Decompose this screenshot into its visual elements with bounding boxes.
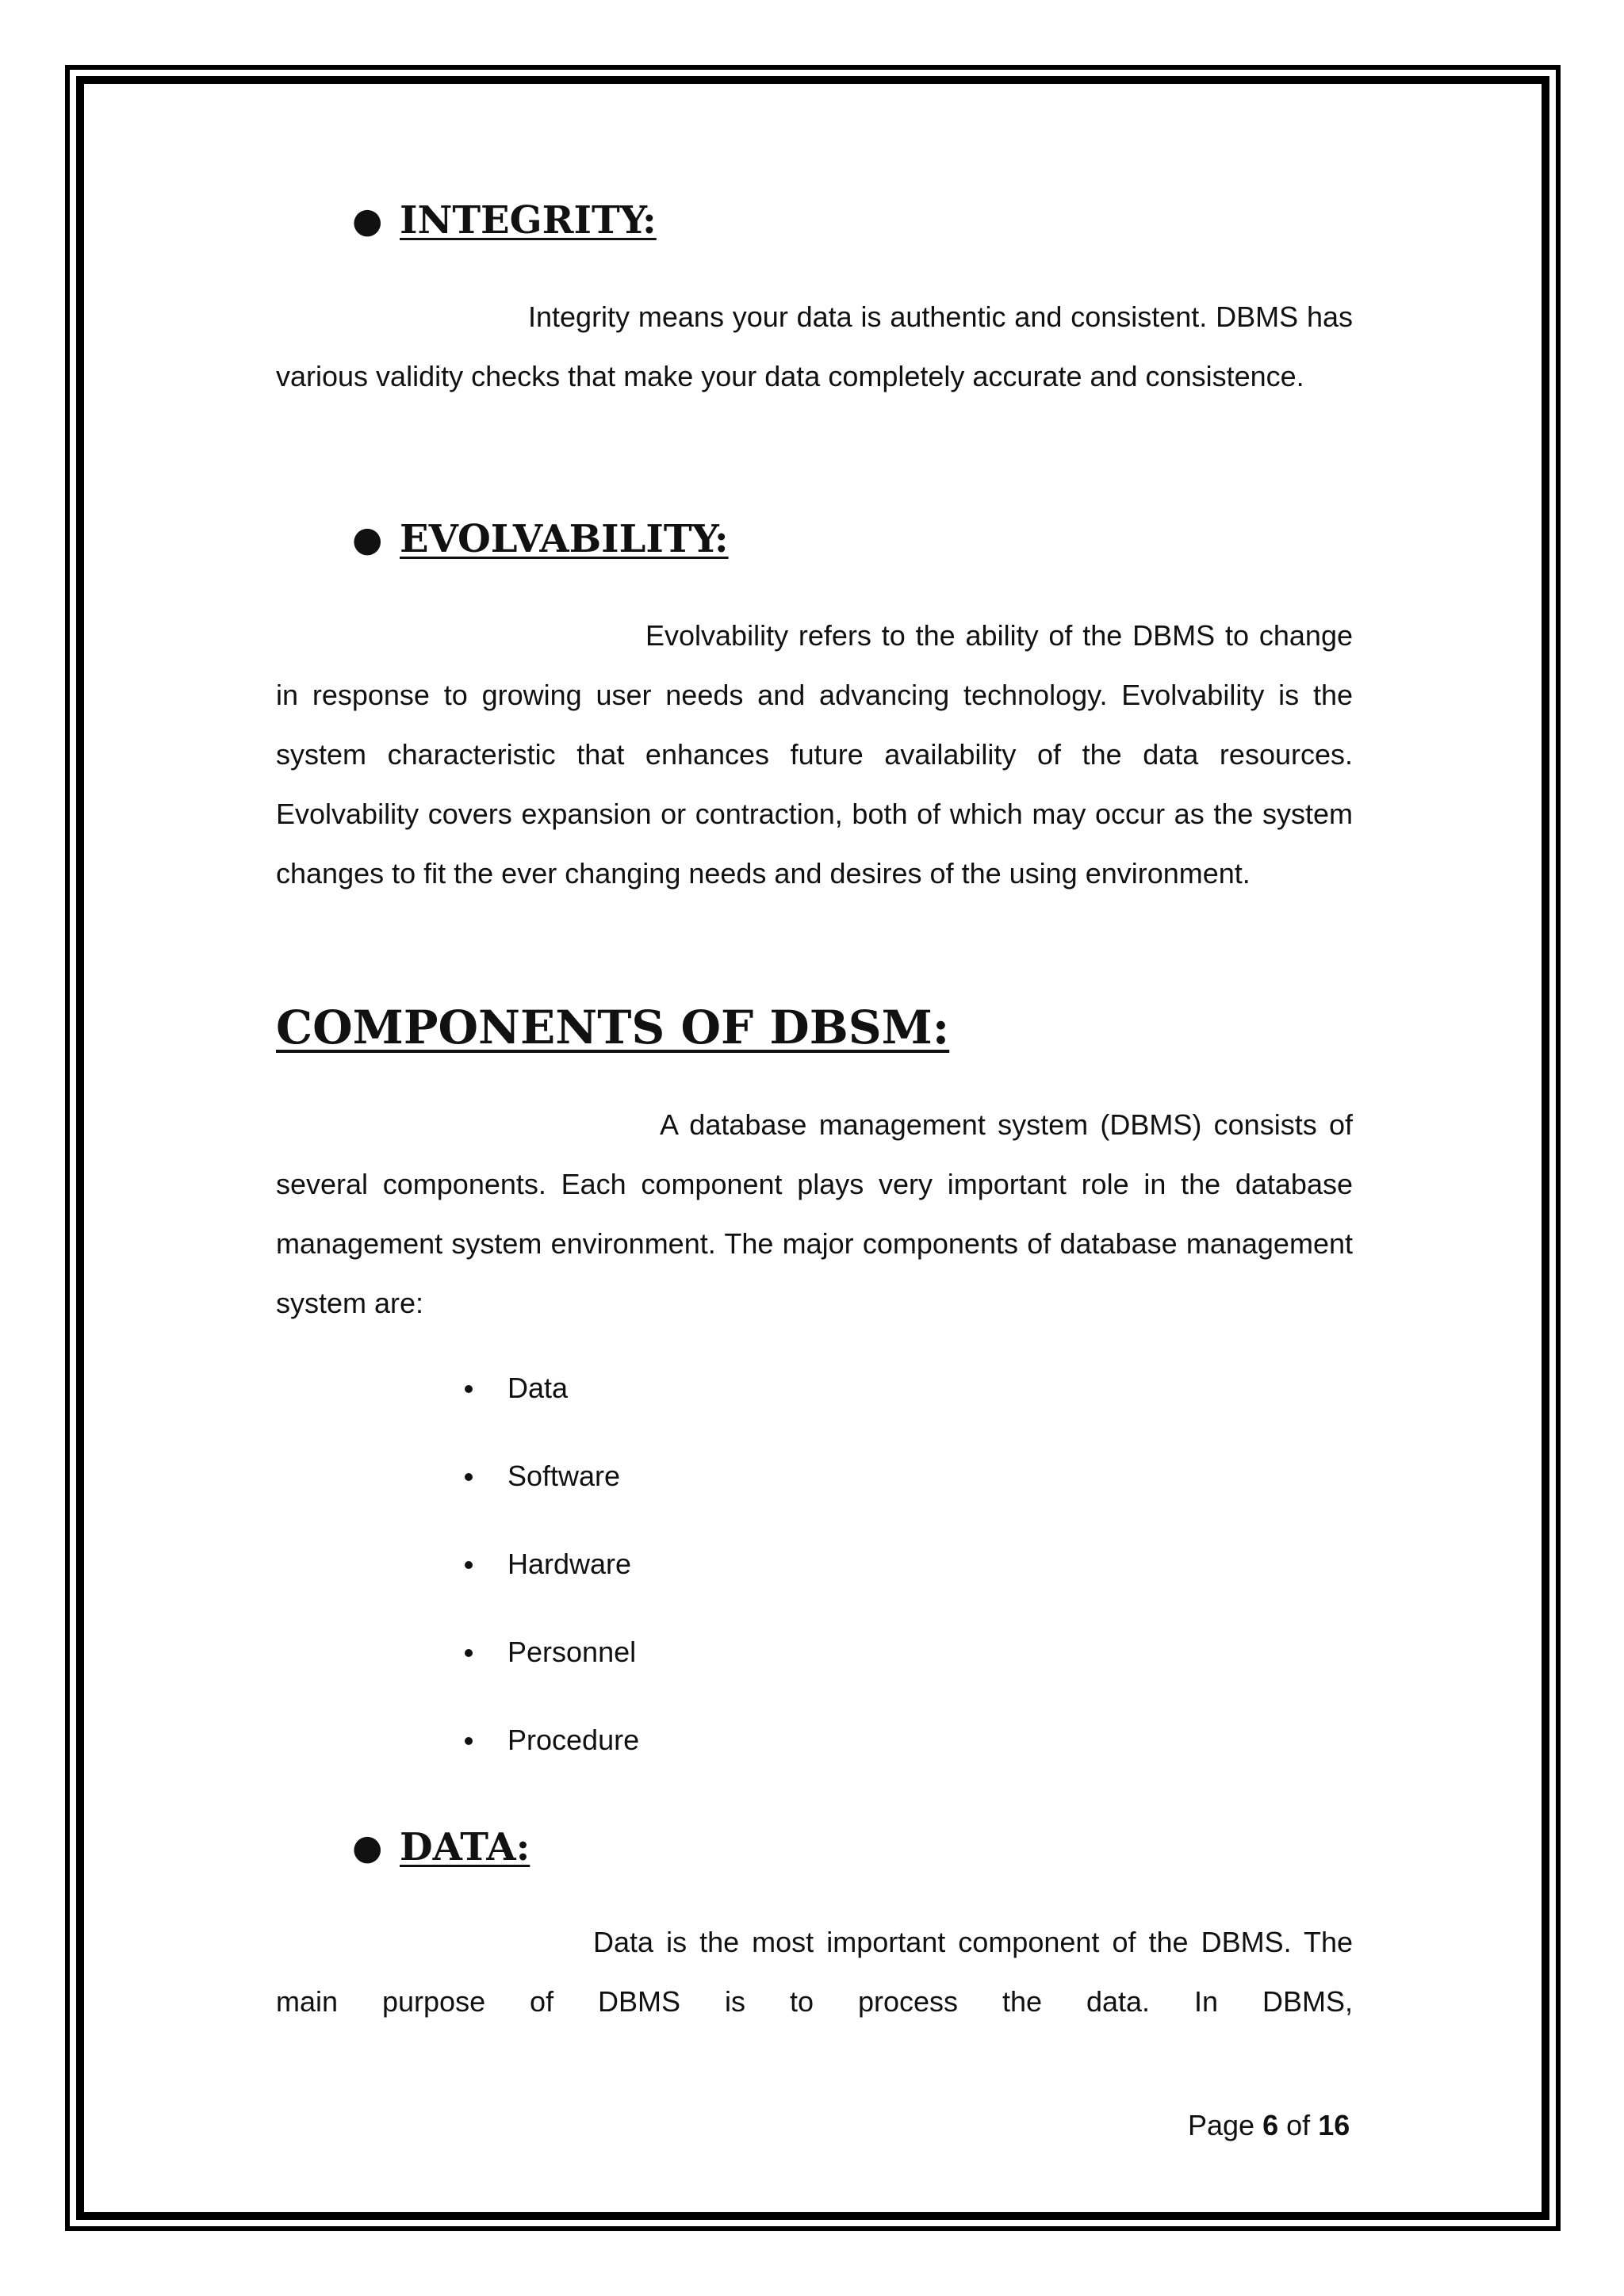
evolvability-heading: EVOLVABILITY: (400, 517, 729, 561)
page-total: 16 (1318, 2109, 1350, 2141)
integrity-paragraph (276, 287, 1353, 406)
evolvability-heading-row (352, 517, 729, 561)
data-paragraph (276, 1912, 1353, 2031)
list-item: Personnel (457, 1636, 639, 1724)
bullet-icon: ● (352, 1827, 383, 1868)
components-text: A database management system (DBMS) consists of several components. Each component plays very important role in the database management system environment. The major components of database management system are: (276, 1108, 1353, 1319)
list-item: Data (457, 1372, 639, 1460)
bullet-icon: ● (352, 519, 383, 560)
data-heading-row (352, 1825, 530, 1869)
page-prefix: Page (1188, 2109, 1255, 2141)
integrity-heading: INTEGRITY: (400, 198, 657, 243)
bullet-icon (465, 1737, 473, 1745)
list-item: Hardware (457, 1548, 639, 1636)
bullet-icon: ● (352, 200, 383, 241)
evolvability-text: Evolvability refers to the ability of the DBMS to change in response to growing user needs and advancing technology. Evolvability is the system characteristic that enhances future availability of the data resources. Evolvability covers expansion or contraction, both of which may occur as the system changes to fit the ever changing needs and desires of the using environment. (276, 619, 1353, 890)
data-heading: DATA: (400, 1825, 530, 1869)
bullet-icon (465, 1561, 473, 1569)
integrity-text: Integrity means your data is authentic and consistent. DBMS has various validity checks that make your data completely accurate and consistence. (276, 300, 1353, 392)
bullet-icon (465, 1649, 473, 1657)
data-text: Data is the most important component of the DBMS. The main purpose of DBMS is to process the data. In DBMS, (276, 1926, 1353, 2018)
evolvability-paragraph (276, 606, 1353, 903)
components-heading: COMPONENTS OF DBSM: (276, 1001, 950, 1054)
integrity-heading-row (352, 198, 657, 243)
components-paragraph (276, 1095, 1353, 1333)
list-item: Procedure (457, 1724, 639, 1812)
page-of: of (1286, 2109, 1311, 2141)
bullet-icon (465, 1385, 473, 1393)
bullet-icon (465, 1473, 473, 1481)
page-current: 6 (1262, 2109, 1279, 2141)
page-number (1188, 2109, 1350, 2142)
list-item: Software (457, 1460, 639, 1548)
components-list (457, 1372, 639, 1812)
